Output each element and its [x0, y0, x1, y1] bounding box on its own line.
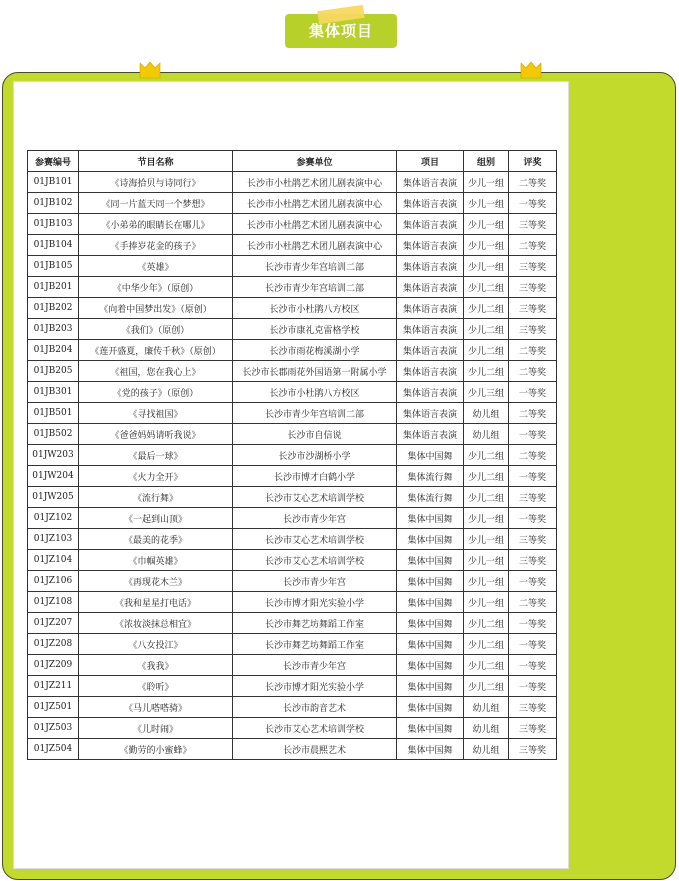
cell-id: 01JB103 — [28, 214, 79, 235]
cell-group: 少儿一组 — [464, 571, 509, 592]
cell-unit: 长沙市小杜鹃艺术团儿剧表演中心 — [233, 235, 397, 256]
table-header-row — [28, 151, 557, 172]
cell-program: 《我们》（原创） — [79, 319, 233, 340]
table-row — [28, 445, 557, 466]
cell-group: 少儿二组 — [464, 613, 509, 634]
cell-category: 集体语言表演 — [397, 382, 464, 403]
cell-unit: 长沙市雨花梅溪湖小学 — [233, 340, 397, 361]
table-row — [28, 298, 557, 319]
cell-group: 少儿二组 — [464, 487, 509, 508]
cell-group: 少儿一组 — [464, 214, 509, 235]
table-row — [28, 172, 557, 193]
ribbon-right-icon — [519, 61, 543, 79]
cell-group: 少儿一组 — [464, 235, 509, 256]
cell-program: 《祖国，您在我心上》 — [79, 361, 233, 382]
cell-id: 01JZ209 — [28, 655, 79, 676]
cell-id: 01JW204 — [28, 466, 79, 487]
cell-group: 少儿二组 — [464, 298, 509, 319]
awards-table — [27, 150, 557, 760]
cell-category: 集体中国舞 — [397, 613, 464, 634]
cell-unit: 长沙市自信说 — [233, 424, 397, 445]
cell-award: 三等奖 — [509, 298, 557, 319]
cell-unit: 长沙市舞艺坊舞蹈工作室 — [233, 634, 397, 655]
cell-id: 01JB301 — [28, 382, 79, 403]
cell-id: 01JB202 — [28, 298, 79, 319]
cell-id: 01JZ208 — [28, 634, 79, 655]
cell-group: 少儿一组 — [464, 172, 509, 193]
cell-id: 01JW203 — [28, 445, 79, 466]
cell-program: 《我和星星打电话》 — [79, 592, 233, 613]
cell-award: 二等奖 — [509, 340, 557, 361]
cell-program: 《最后一球》 — [79, 445, 233, 466]
cell-award: 一等奖 — [509, 382, 557, 403]
cell-program: 《一起到山顶》 — [79, 508, 233, 529]
table-row — [28, 592, 557, 613]
cell-program: 《流行舞》 — [79, 487, 233, 508]
cell-id: 01JZ102 — [28, 508, 79, 529]
cell-program: 《火力全开》 — [79, 466, 233, 487]
cell-group: 少儿二组 — [464, 361, 509, 382]
cell-group: 幼儿组 — [464, 697, 509, 718]
cell-id: 01JB204 — [28, 340, 79, 361]
page-title: 集体项目 — [308, 22, 373, 40]
cell-program: 《小弟弟的眼睛长在哪儿》 — [79, 214, 233, 235]
cell-unit: 长沙市青少年宫培训二部 — [233, 403, 397, 424]
cell-unit: 长沙市博才阳光实验小学 — [233, 592, 397, 613]
cell-group: 幼儿组 — [464, 424, 509, 445]
cell-award: 三等奖 — [509, 697, 557, 718]
cell-category: 集体中国舞 — [397, 634, 464, 655]
cell-id: 01JB102 — [28, 193, 79, 214]
cell-award: 一等奖 — [509, 193, 557, 214]
cell-group: 少儿三组 — [464, 382, 509, 403]
cell-award: 一等奖 — [509, 571, 557, 592]
cell-award: 一等奖 — [509, 424, 557, 445]
cell-id: 01JW205 — [28, 487, 79, 508]
cell-id: 01JZ108 — [28, 592, 79, 613]
cell-group: 少儿二组 — [464, 676, 509, 697]
cell-award: 二等奖 — [509, 361, 557, 382]
cell-award: 三等奖 — [509, 277, 557, 298]
cell-program: 《党的孩子》（原创） — [79, 382, 233, 403]
cell-group: 幼儿组 — [464, 718, 509, 739]
table-row — [28, 550, 557, 571]
cell-award: 三等奖 — [509, 739, 557, 760]
cell-unit: 长沙市小杜鹃艺术团儿剧表演中心 — [233, 193, 397, 214]
cell-id: 01JZ106 — [28, 571, 79, 592]
column-header-group: 组别 — [464, 151, 509, 172]
table-row — [28, 340, 557, 361]
cell-id: 01JB101 — [28, 172, 79, 193]
cell-program: 《中华少年》（原创） — [79, 277, 233, 298]
cell-group: 少儿二组 — [464, 277, 509, 298]
cell-program: 《八女投江》 — [79, 634, 233, 655]
table-row — [28, 739, 557, 760]
cell-award: 二等奖 — [509, 445, 557, 466]
cell-unit: 长沙市青少年宫 — [233, 508, 397, 529]
cell-program: 《马儿嗒嗒骑》 — [79, 697, 233, 718]
cell-id: 01JB201 — [28, 277, 79, 298]
cell-group: 少儿一组 — [464, 592, 509, 613]
cell-unit: 长沙市晨熙艺术 — [233, 739, 397, 760]
cell-program: 《勤劳的小蜜蜂》 — [79, 739, 233, 760]
cell-category: 集体语言表演 — [397, 298, 464, 319]
table-row — [28, 466, 557, 487]
cell-group: 少儿二组 — [464, 319, 509, 340]
column-header-program: 节目名称 — [79, 151, 233, 172]
table-row — [28, 676, 557, 697]
cell-program: 《我我》 — [79, 655, 233, 676]
cell-unit: 长沙市博才白鹤小学 — [233, 466, 397, 487]
cell-program: 《同一片蓝天同一个梦想》 — [79, 193, 233, 214]
table-row — [28, 571, 557, 592]
cell-program: 《巾帼英雄》 — [79, 550, 233, 571]
cell-unit: 长沙市艾心艺术培训学校 — [233, 529, 397, 550]
cell-award: 三等奖 — [509, 550, 557, 571]
cell-award: 三等奖 — [509, 214, 557, 235]
cell-unit: 长沙市韵音艺术 — [233, 697, 397, 718]
cell-category: 集体语言表演 — [397, 235, 464, 256]
cell-program: 《最美的花季》 — [79, 529, 233, 550]
cell-id: 01JB104 — [28, 235, 79, 256]
table-row — [28, 487, 557, 508]
cell-category: 集体中国舞 — [397, 718, 464, 739]
cell-category: 集体中国舞 — [397, 655, 464, 676]
table-row — [28, 235, 557, 256]
cell-category: 集体语言表演 — [397, 256, 464, 277]
cell-award: 一等奖 — [509, 634, 557, 655]
cell-award: 二等奖 — [509, 403, 557, 424]
cell-award: 一等奖 — [509, 613, 557, 634]
cell-unit: 长沙市艾心艺术培训学校 — [233, 718, 397, 739]
cell-group: 少儿二组 — [464, 634, 509, 655]
cell-group: 少儿一组 — [464, 508, 509, 529]
table-body — [28, 172, 557, 760]
table-row — [28, 256, 557, 277]
cell-award: 三等奖 — [509, 256, 557, 277]
table-row — [28, 529, 557, 550]
cell-category: 集体中国舞 — [397, 550, 464, 571]
cell-group: 少儿一组 — [464, 529, 509, 550]
cell-unit: 长沙市小杜鹃八方校区 — [233, 382, 397, 403]
cell-award: 三等奖 — [509, 319, 557, 340]
cell-unit: 长沙市青少年宫 — [233, 655, 397, 676]
cell-id: 01JB203 — [28, 319, 79, 340]
cell-category: 集体语言表演 — [397, 424, 464, 445]
cell-category: 集体语言表演 — [397, 214, 464, 235]
table-row — [28, 361, 557, 382]
cell-unit: 长沙市舞艺坊舞蹈工作室 — [233, 613, 397, 634]
cell-id: 01JZ503 — [28, 718, 79, 739]
cell-category: 集体中国舞 — [397, 508, 464, 529]
cell-id: 01JB501 — [28, 403, 79, 424]
cell-unit: 长沙市青少年宫培训二部 — [233, 256, 397, 277]
cell-unit: 长沙市青少年宫培训二部 — [233, 277, 397, 298]
table-row — [28, 214, 557, 235]
cell-award: 二等奖 — [509, 592, 557, 613]
cell-unit: 长沙市沙湖桥小学 — [233, 445, 397, 466]
cell-unit: 长沙市青少年宫 — [233, 571, 397, 592]
cell-program: 《聆听》 — [79, 676, 233, 697]
cell-group: 少儿二组 — [464, 340, 509, 361]
cell-program: 《浓妆淡抹总相宜》 — [79, 613, 233, 634]
cell-category: 集体语言表演 — [397, 361, 464, 382]
cell-category: 集体中国舞 — [397, 529, 464, 550]
cell-id: 01JZ504 — [28, 739, 79, 760]
column-header-award: 评奖 — [509, 151, 557, 172]
table-row — [28, 613, 557, 634]
cell-category: 集体语言表演 — [397, 340, 464, 361]
cell-program: 《爸爸妈妈请听我说》 — [79, 424, 233, 445]
cell-award: 三等奖 — [509, 718, 557, 739]
table-row — [28, 424, 557, 445]
cell-id: 01JZ211 — [28, 676, 79, 697]
cell-category: 集体中国舞 — [397, 739, 464, 760]
cell-id: 01JZ103 — [28, 529, 79, 550]
cell-program: 《莲开盛夏，廉传千秋》（原创） — [79, 340, 233, 361]
cell-unit: 长沙市博才阳光实验小学 — [233, 676, 397, 697]
cell-group: 少儿二组 — [464, 466, 509, 487]
cell-program: 《再现花木兰》 — [79, 571, 233, 592]
cell-award: 一等奖 — [509, 466, 557, 487]
cell-program: 《寻找祖国》 — [79, 403, 233, 424]
cell-unit: 长沙市康礼克雷格学校 — [233, 319, 397, 340]
cell-program: 《诗海拾贝与诗同行》 — [79, 172, 233, 193]
cell-award: 一等奖 — [509, 655, 557, 676]
cell-group: 少儿二组 — [464, 655, 509, 676]
cell-id: 01JZ104 — [28, 550, 79, 571]
cell-category: 集体中国舞 — [397, 697, 464, 718]
cell-group: 少儿一组 — [464, 256, 509, 277]
table-row — [28, 634, 557, 655]
table-row — [28, 277, 557, 298]
cell-award: 三等奖 — [509, 529, 557, 550]
cell-group: 少儿一组 — [464, 550, 509, 571]
cell-category: 集体流行舞 — [397, 466, 464, 487]
cell-group: 少儿二组 — [464, 445, 509, 466]
cell-category: 集体语言表演 — [397, 277, 464, 298]
table-row — [28, 697, 557, 718]
cell-award: 一等奖 — [509, 676, 557, 697]
ribbon-left-icon — [138, 61, 162, 79]
cell-group: 少儿一组 — [464, 193, 509, 214]
cell-award: 二等奖 — [509, 235, 557, 256]
cell-category: 集体流行舞 — [397, 487, 464, 508]
cell-program: 《英雄》 — [79, 256, 233, 277]
cell-category: 集体语言表演 — [397, 403, 464, 424]
cell-unit: 长沙市小杜鹃艺术团儿剧表演中心 — [233, 214, 397, 235]
table-row — [28, 403, 557, 424]
cell-id: 01JB502 — [28, 424, 79, 445]
cell-unit: 长沙市艾心艺术培训学校 — [233, 550, 397, 571]
cell-category: 集体语言表演 — [397, 172, 464, 193]
cell-unit: 长沙市小杜鹃八方校区 — [233, 298, 397, 319]
table-row — [28, 193, 557, 214]
table-row — [28, 655, 557, 676]
section-header — [285, 14, 397, 48]
cell-unit: 长沙市艾心艺术培训学校 — [233, 487, 397, 508]
cell-category: 集体中国舞 — [397, 676, 464, 697]
cell-award: 一等奖 — [509, 508, 557, 529]
cell-award: 三等奖 — [509, 487, 557, 508]
table-row — [28, 718, 557, 739]
cell-unit: 长沙市小杜鹃艺术团儿剧表演中心 — [233, 172, 397, 193]
cell-id: 01JB205 — [28, 361, 79, 382]
cell-program: 《向着中国梦出发》（原创） — [79, 298, 233, 319]
table-row — [28, 382, 557, 403]
column-header-id: 参赛编号 — [28, 151, 79, 172]
cell-id: 01JZ207 — [28, 613, 79, 634]
cell-category: 集体中国舞 — [397, 571, 464, 592]
column-header-unit: 参赛单位 — [233, 151, 397, 172]
cell-program: 《手捧岁花金的孩子》 — [79, 235, 233, 256]
column-header-category: 项目 — [397, 151, 464, 172]
cell-award: 二等奖 — [509, 172, 557, 193]
table-row — [28, 319, 557, 340]
cell-group: 幼儿组 — [464, 403, 509, 424]
table-row — [28, 508, 557, 529]
cell-program: 《儿时闹》 — [79, 718, 233, 739]
cell-unit: 长沙市长郡雨花外国语第一附属小学 — [233, 361, 397, 382]
cell-category: 集体语言表演 — [397, 193, 464, 214]
cell-id: 01JZ501 — [28, 697, 79, 718]
cell-id: 01JB105 — [28, 256, 79, 277]
cell-category: 集体语言表演 — [397, 319, 464, 340]
cell-category: 集体中国舞 — [397, 592, 464, 613]
cell-category: 集体中国舞 — [397, 445, 464, 466]
cell-group: 幼儿组 — [464, 739, 509, 760]
